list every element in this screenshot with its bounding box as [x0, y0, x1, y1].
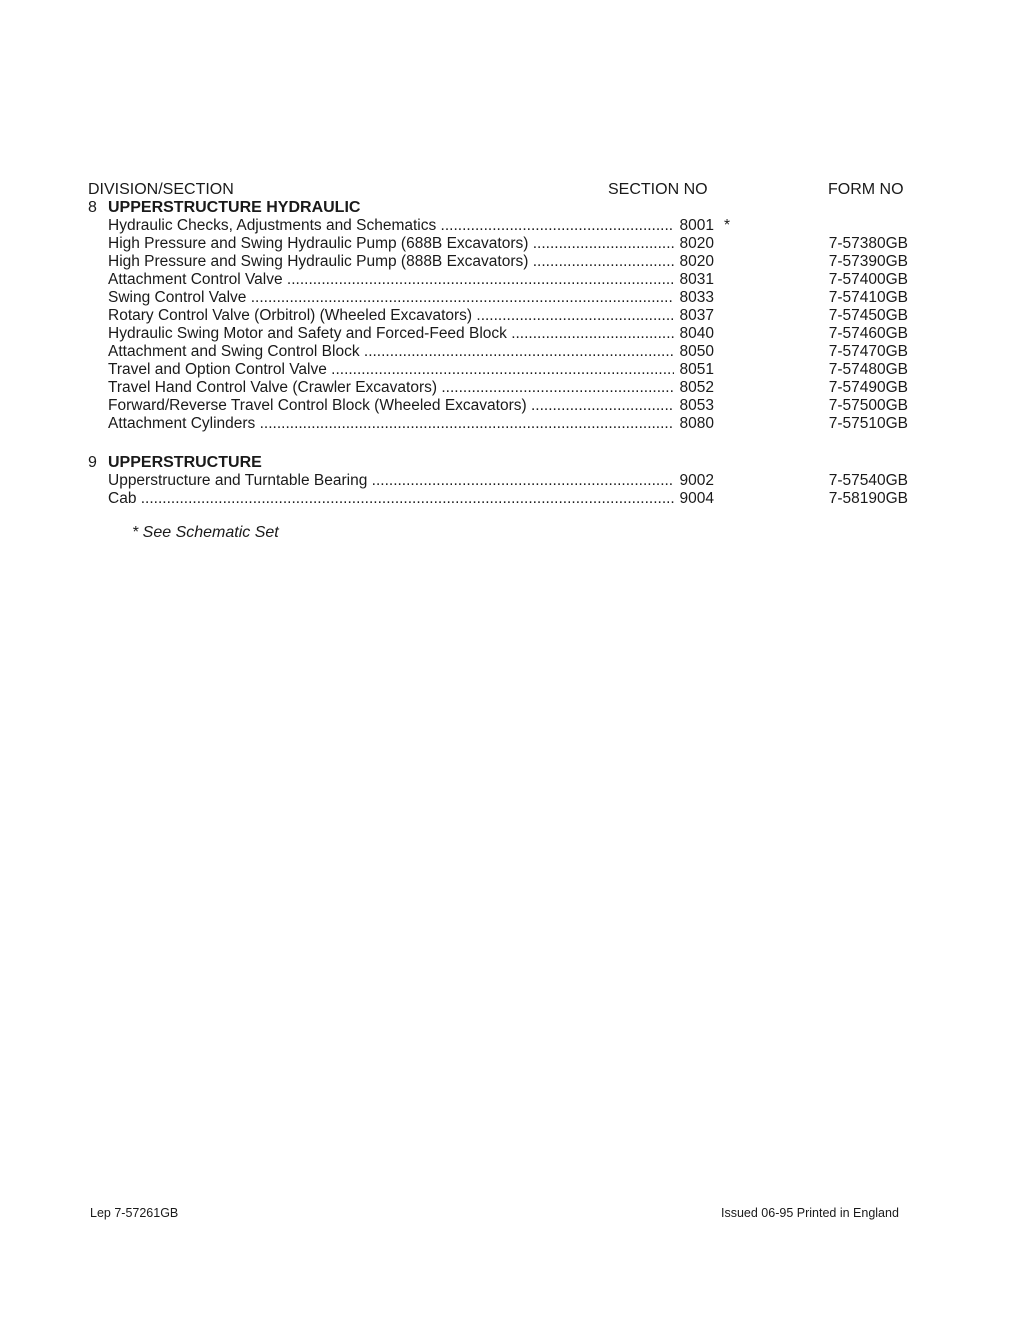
division-number: 8 — [88, 199, 97, 216]
entry-section-no: 8052 — [674, 379, 714, 397]
entry-label: Attachment and Swing Control Block ..... — [108, 343, 710, 361]
toc-entry — [88, 397, 948, 415]
entry-label: Cab ..... — [108, 490, 710, 508]
toc-entry — [88, 472, 948, 490]
entry-form-no: 7-57410GB — [828, 289, 908, 306]
toc-entry — [88, 307, 948, 325]
entry-label: Upperstructure and Turntable Bearing ..... — [108, 472, 710, 490]
division-title — [88, 454, 948, 472]
entry-section-no: 8020 — [674, 235, 714, 253]
footer-issued: Issued 06-95 Printed in England — [721, 1206, 899, 1220]
toc-entry — [88, 490, 948, 508]
footnote: * See Schematic Set — [132, 524, 279, 541]
entry-form-no: 7-57380GB — [828, 235, 908, 252]
entry-form-no: 7-57540GB — [828, 472, 908, 489]
entry-section-no: 8053 — [674, 397, 714, 415]
entry-form-no: 7-57470GB — [828, 343, 908, 360]
entry-form-no: 7-57450GB — [828, 307, 908, 324]
entry-section-no: 8040 — [674, 325, 714, 343]
entry-form-no: 7-57390GB — [828, 253, 908, 270]
division-9 — [88, 454, 948, 508]
entry-schematic-mark: * — [724, 217, 731, 234]
column-header-division-section: DIVISION/SECTION — [88, 181, 234, 198]
entry-section-no: 8037 — [674, 307, 714, 325]
entry-form-no: 7-57480GB — [828, 361, 908, 378]
toc-entry — [88, 271, 948, 289]
toc-entry — [88, 289, 948, 307]
entry-label: Swing Control Valve ..... — [108, 289, 710, 307]
entry-label: Travel and Option Control Valve ..... — [108, 361, 710, 379]
entry-section-no: 8080 — [674, 415, 714, 433]
entry-form-no: 7-57490GB — [828, 379, 908, 396]
entry-section-no: 8031 — [674, 271, 714, 289]
division-title — [88, 199, 948, 217]
entry-form-no: 7-58190GB — [828, 490, 908, 507]
column-header-form-no: FORM NO — [828, 181, 904, 198]
entry-section-no: 8050 — [674, 343, 714, 361]
entry-form-no: 7-57400GB — [828, 271, 908, 288]
division-title-text: UPPERSTRUCTURE HYDRAULIC — [108, 199, 361, 216]
entry-section-no: 8033 — [674, 289, 714, 307]
entry-section-no: 8051 — [674, 361, 714, 379]
entry-label: Travel Hand Control Valve (Crawler Excavators) ..... — [108, 379, 710, 397]
entry-label: Rotary Control Valve (Orbitrol) (Wheeled Excavators) ..... — [108, 307, 710, 325]
entry-form-no: 7-57510GB — [828, 415, 908, 432]
entry-section-no: 9002 — [674, 472, 714, 490]
entry-form-no: 7-57500GB — [828, 397, 908, 414]
entry-label: Forward/Reverse Travel Control Block (Wheeled Excavators) ..... — [108, 397, 710, 415]
toc-entry — [88, 379, 948, 397]
column-header-section-no: SECTION NO — [608, 181, 708, 198]
toc-entry — [88, 253, 948, 271]
entry-label: Attachment Control Valve ..... — [108, 271, 710, 289]
division-8 — [88, 199, 948, 433]
division-number: 9 — [88, 454, 97, 471]
entry-section-no: 8020 — [674, 253, 714, 271]
division-title-text: UPPERSTRUCTURE — [108, 454, 262, 471]
entry-label: Attachment Cylinders ..... — [108, 415, 710, 433]
entry-section-no: 9004 — [674, 490, 714, 508]
toc-entry — [88, 343, 948, 361]
entry-label: High Pressure and Swing Hydraulic Pump (688B Excavators) ..... — [108, 235, 710, 253]
toc-entry — [88, 325, 948, 343]
footer-lep-number: Lep 7-57261GB — [90, 1206, 179, 1220]
toc-entry — [88, 415, 948, 433]
entry-label: High Pressure and Swing Hydraulic Pump (888B Excavators) ..... — [108, 253, 710, 271]
toc-entry — [88, 361, 948, 379]
entry-label: Hydraulic Swing Motor and Safety and Forced-Feed Block ..... — [108, 325, 710, 343]
toc-entry — [88, 217, 948, 235]
entry-form-no: 7-57460GB — [828, 325, 908, 342]
entry-section-no: 8001 — [674, 217, 714, 235]
toc-entry — [88, 235, 948, 253]
entry-label: Hydraulic Checks, Adjustments and Schematics ..... — [108, 217, 710, 235]
